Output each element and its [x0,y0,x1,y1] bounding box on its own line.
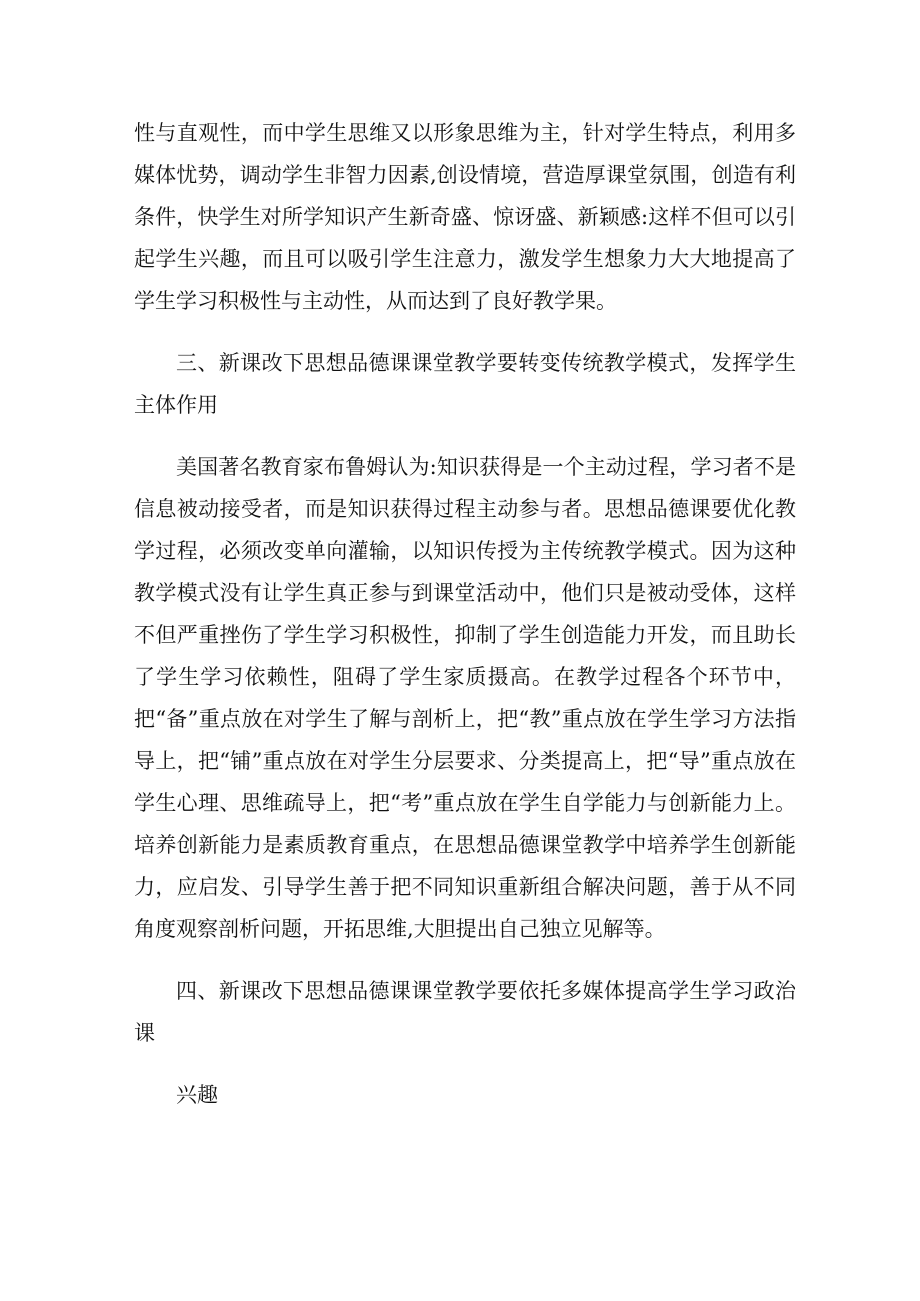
section-heading-three: 三、新课改下思想品德课课堂教学要转变传统教学模式，发挥学生主体作用 [134,351,796,417]
document-body [134,112,796,1136]
section-heading-four: 四、新课改下思想品德课课堂教学要依托多媒体提高学生学习政治课 [134,979,796,1045]
paragraph-interest: 兴趣 [176,1083,218,1107]
paragraph-continuation: 性与直观性，而中学生思维又以形象思维为主，针对学生特点，利用多媒体忧势，调动学生非智力因素,创设情境，营造厚课堂氛围，创造有利条件，快学生对所学知识产生新奇盛、惊讶盛、新颖感:这样不但可以引起学生兴趣，而且可以吸引学生注意力，激发学生想象力大大地提高了学生学习积极性与主动性，从而达到了良好教学果。 [134,121,796,313]
paragraph-bloom: 美国著名教育家布鲁姆认为:知识获得是一个主动过程，学习者不是信息被动接受者，而是知识获得过程主动参与者。思想品德课要优化教学过程，必须改变单向灌输，以知识传授为主传统教学模式。因为这种教学模式没有让学生真正参与到课堂活动中，他们只是被动受体，这样不但严重挫伤了学生学习积极性，抑制了学生创造能力开发，而且助长了学生学习依赖性，阻碍了学生家质摄高。在教学过程各个环节中，把“备”重点放在对学生了解与剖析上，把“教”重点放在学生学习方法指导上，把“铺”重点放在对学生分层要求、分类提高上，把“导”重点放在学生心理、思维疏导上，把“考”重点放在学生自学能力与创新能力上。培养创新能力是素质教育重点，在思想品德课堂教学中培养学生创新能力，应启发、引导学生善于把不同知识重新组合解决问题，善于从不同角度观察剖析问题，开拓思维,大胆提出自己独立见解等。 [134,455,796,941]
